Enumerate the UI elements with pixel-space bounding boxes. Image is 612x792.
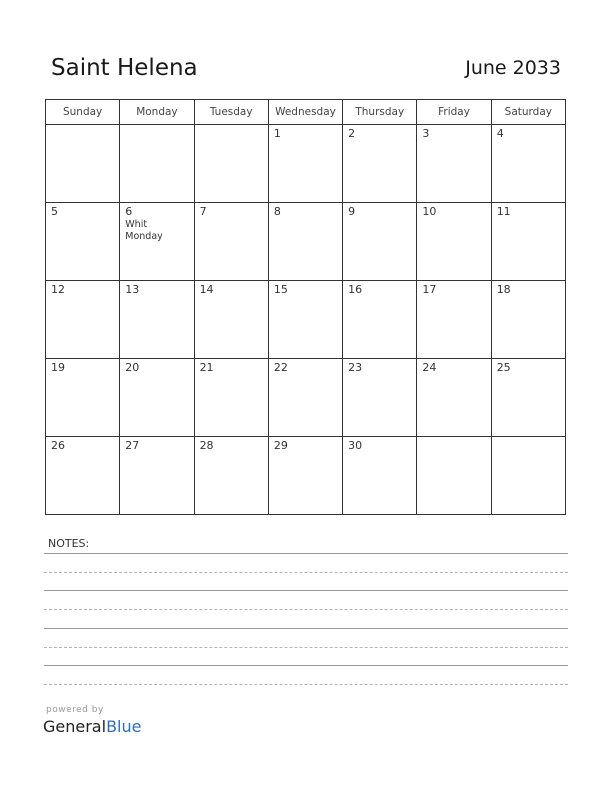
day-number: 11 xyxy=(496,205,511,218)
day-cell xyxy=(120,203,194,281)
day-cell xyxy=(120,281,194,359)
calendar-grid xyxy=(45,99,566,515)
day-cell xyxy=(491,437,565,515)
day-cell xyxy=(417,125,491,203)
week-row xyxy=(46,359,566,437)
day-number: 17 xyxy=(422,283,437,296)
day-number: 26 xyxy=(51,439,65,452)
day-number: 22 xyxy=(273,361,288,374)
weekday-sunday: Sunday xyxy=(46,100,120,125)
calendar-body xyxy=(46,125,566,515)
day-cell xyxy=(343,203,417,281)
day-cell xyxy=(268,203,342,281)
day-number xyxy=(492,437,565,439)
day-cell xyxy=(46,359,120,437)
day-number xyxy=(417,437,490,439)
day-number: 13 xyxy=(125,283,140,296)
day-cell xyxy=(194,437,268,515)
day-cell xyxy=(491,125,565,203)
day-number xyxy=(46,125,119,127)
day-cell xyxy=(491,281,565,359)
day-number: 29 xyxy=(273,439,288,452)
notes-line xyxy=(44,665,568,666)
week-row xyxy=(46,125,566,203)
day-number: 21 xyxy=(199,361,214,374)
day-cell xyxy=(343,437,417,515)
notes-line xyxy=(44,684,568,685)
day-number: 6 xyxy=(125,205,133,218)
day-cell xyxy=(46,437,120,515)
day-number: 30 xyxy=(348,439,363,452)
notes-line xyxy=(44,590,568,591)
week-row xyxy=(46,437,566,515)
day-number xyxy=(195,125,268,127)
day-number: 12 xyxy=(51,283,65,296)
day-number: 2 xyxy=(348,127,356,140)
day-number: 10 xyxy=(422,205,437,218)
day-cell xyxy=(268,125,342,203)
day-cell xyxy=(194,203,268,281)
logo-general: General xyxy=(43,717,107,736)
day-cell xyxy=(417,203,491,281)
day-number: 16 xyxy=(348,283,363,296)
day-cell xyxy=(46,203,120,281)
logo-blue: Blue xyxy=(106,717,142,736)
week-row xyxy=(46,281,566,359)
generalblue-logo xyxy=(43,717,141,736)
day-number: 3 xyxy=(422,127,430,140)
day-number: 24 xyxy=(422,361,437,374)
day-number: 1 xyxy=(273,127,281,140)
day-number xyxy=(120,125,193,127)
weekday-tuesday: Tuesday xyxy=(194,100,268,125)
day-number: 5 xyxy=(51,205,58,218)
weekday-header-row xyxy=(46,100,566,125)
notes-label: NOTES: xyxy=(48,537,90,550)
day-cell xyxy=(194,125,268,203)
day-cell xyxy=(194,359,268,437)
day-cell xyxy=(417,359,491,437)
day-number: 18 xyxy=(496,283,511,296)
day-cell xyxy=(491,359,565,437)
day-number: 23 xyxy=(348,361,363,374)
day-number: 15 xyxy=(273,283,288,296)
week-row xyxy=(46,203,566,281)
day-cell xyxy=(120,125,194,203)
day-number: 19 xyxy=(51,361,65,374)
day-number: 9 xyxy=(348,205,356,218)
notes-line xyxy=(44,628,568,629)
day-cell xyxy=(120,437,194,515)
day-cell xyxy=(491,203,565,281)
notes-line xyxy=(44,553,568,554)
weekday-wednesday: Wednesday xyxy=(268,100,342,125)
notes-line xyxy=(44,609,568,610)
day-cell xyxy=(194,281,268,359)
day-cell xyxy=(268,359,342,437)
day-cell xyxy=(268,281,342,359)
day-cell xyxy=(268,437,342,515)
day-cell xyxy=(417,437,491,515)
weekday-friday: Friday xyxy=(417,100,491,125)
day-cell xyxy=(46,281,120,359)
weekday-saturday: Saturday xyxy=(491,100,565,125)
month-title: June 2033 xyxy=(465,57,561,79)
day-number: 14 xyxy=(199,283,214,296)
country-title: Saint Helena xyxy=(51,55,198,81)
weekday-monday: Monday xyxy=(120,100,194,125)
day-cell xyxy=(417,281,491,359)
notes-line xyxy=(44,647,568,648)
day-number: 25 xyxy=(496,361,511,374)
day-cell xyxy=(343,125,417,203)
day-number: 27 xyxy=(125,439,140,452)
day-cell xyxy=(46,125,120,203)
powered-by-text: powered by xyxy=(46,705,104,715)
day-cell xyxy=(120,359,194,437)
day-number: 8 xyxy=(273,205,281,218)
day-cell xyxy=(343,281,417,359)
notes-line xyxy=(44,572,568,573)
holiday-label: Whit Monday xyxy=(125,219,163,242)
day-number: 20 xyxy=(125,361,140,374)
weekday-thursday: Thursday xyxy=(343,100,417,125)
day-number: 4 xyxy=(496,127,504,140)
day-cell xyxy=(343,359,417,437)
day-number: 28 xyxy=(199,439,214,452)
day-number: 7 xyxy=(199,205,207,218)
